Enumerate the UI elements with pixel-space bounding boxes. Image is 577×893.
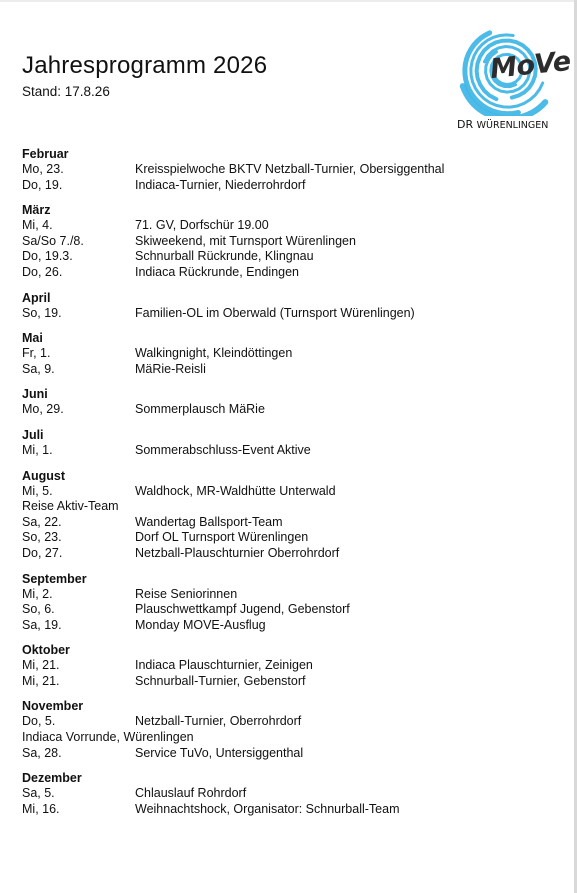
event-date: Mi, 5.	[22, 483, 53, 498]
event-description: Monday MOVE-Ausflug	[135, 617, 266, 632]
event-description: Wandertag Ballsport-Team	[135, 514, 283, 529]
event-row	[22, 499, 542, 515]
event-row	[22, 674, 542, 690]
event-row	[22, 484, 542, 500]
event-row	[22, 265, 542, 281]
event-description: Walkingnight, Kleindöttingen	[135, 346, 293, 361]
month-section	[22, 427, 542, 459]
event-row	[22, 746, 542, 762]
event-date: Sa, 19.	[22, 617, 62, 632]
event-date: Mi, 1.	[22, 442, 53, 457]
event-row	[22, 402, 542, 418]
event-row	[22, 178, 542, 194]
event-date: So, 23.	[22, 530, 62, 545]
event-date: Do, 19.	[22, 177, 63, 192]
logo-subtitle	[457, 118, 548, 131]
event-description: MäRie-Reisli	[135, 361, 206, 376]
month-heading: Mai	[22, 331, 43, 346]
event-row	[22, 786, 542, 802]
event-description: Indiaca-Turnier, Niederrohrdorf	[135, 177, 306, 192]
event-row	[22, 218, 542, 234]
page-title: Jahresprogramm 2026	[22, 52, 268, 79]
logo-prefix: DR	[457, 118, 474, 131]
event-date: Mi, 21.	[22, 658, 60, 673]
event-date: Sa, 5.	[22, 786, 55, 801]
event-row	[22, 306, 542, 322]
event-description: Plauschwettkampf Jugend, Gebenstorf	[135, 602, 350, 617]
month-heading: April	[22, 290, 51, 305]
month-heading: September	[22, 571, 87, 586]
event-description: Familien-OL im Oberwald (Turnsport Würenlingen)	[135, 305, 415, 320]
event-row	[22, 162, 542, 178]
month-heading: August	[22, 468, 66, 483]
logo-wordmark: MoVe	[488, 45, 573, 86]
event-row	[22, 602, 542, 618]
month-heading: März	[22, 203, 51, 218]
event-date: Sa/So 7./8.	[22, 233, 84, 248]
month-section	[22, 290, 542, 322]
month-heading: Dezember	[22, 771, 82, 786]
event-row	[22, 802, 542, 818]
event-date: Mo, 29.	[22, 402, 64, 417]
event-row	[22, 443, 542, 459]
event-row	[22, 249, 542, 265]
event-description: Reise Seniorinnen	[135, 586, 238, 601]
event-date: Sa, 28.	[22, 745, 62, 760]
event-description: Schnurball-Turnier, Gebenstorf	[135, 673, 306, 688]
event-row	[22, 730, 542, 746]
event-row	[22, 346, 542, 362]
event-row	[22, 714, 542, 730]
event-date: Mi, 4.	[22, 218, 53, 233]
month-heading: Februar	[22, 147, 69, 161]
month-section	[22, 202, 542, 280]
event-description: Indiaca Plauschturnier, Zeinigen	[135, 658, 313, 673]
event-date: Mi, 21.	[22, 673, 60, 688]
move-logo	[450, 24, 573, 136]
event-description: Netzball-Plauschturnier Oberrohrdorf	[135, 545, 340, 560]
month-section	[22, 386, 542, 418]
event-description: Sommerplausch MäRie	[135, 402, 265, 417]
month-heading: Oktober	[22, 643, 70, 658]
month-heading: Juli	[22, 427, 44, 442]
month-section	[22, 698, 542, 761]
month-section	[22, 642, 542, 689]
page-top-border	[0, 0, 577, 2]
event-row	[22, 234, 542, 250]
event-row	[22, 618, 542, 634]
event-date: Mi, 16.	[22, 801, 60, 816]
event-row	[22, 530, 542, 546]
month-section	[22, 146, 542, 193]
event-description: Schnurball Rückrunde, Klingnau	[135, 249, 314, 264]
event-date: So, 6.	[22, 602, 55, 617]
event-description: Weihnachtshock, Organisator: Schnurball-Team	[135, 801, 400, 816]
event-date: Do, 26.	[22, 264, 63, 279]
month-heading: November	[22, 699, 84, 714]
event-date: Reise Aktiv-Team	[22, 499, 119, 514]
event-row	[22, 362, 542, 378]
event-date: Mi, 2.	[22, 586, 53, 601]
event-row	[22, 587, 542, 603]
event-description: Skiweekend, mit Turnsport Würenlingen	[135, 233, 356, 248]
event-date: Do, 27.	[22, 545, 63, 560]
event-description: Sommerabschluss-Event Aktive	[135, 442, 311, 457]
logo-place: WÜRENLINGEN	[476, 120, 549, 131]
event-date: Sa, 9.	[22, 361, 55, 376]
event-row	[22, 515, 542, 531]
month-section	[22, 468, 542, 562]
status-date: Stand: 17.8.26	[22, 84, 110, 99]
event-description: 71. GV, Dorfschür 19.00	[135, 218, 269, 233]
event-row	[22, 658, 542, 674]
month-section	[22, 330, 542, 377]
event-row	[22, 546, 542, 562]
month-section	[22, 571, 542, 634]
month-heading: Juni	[22, 387, 48, 402]
event-description: Chlauslauf Rohrdorf	[135, 786, 247, 801]
event-date: Mo, 23.	[22, 162, 64, 176]
event-description: Service TuVo, Untersiggenthal	[135, 745, 304, 760]
event-description: Waldhock, MR-Waldhütte Unterwald	[135, 483, 336, 498]
event-date: Sa, 22.	[22, 514, 62, 529]
event-date: Do, 19.3.	[22, 249, 73, 264]
event-date: Do, 5.	[22, 714, 56, 729]
month-section	[22, 770, 542, 817]
event-date: So, 19.	[22, 305, 62, 320]
event-date: Indiaca Vorrunde, Würenlingen	[22, 730, 194, 745]
event-description: Indiaca Rückrunde, Endingen	[135, 264, 300, 279]
event-date: Fr, 1.	[22, 346, 51, 361]
event-description: Dorf OL Turnsport Würenlingen	[135, 530, 309, 545]
event-description: Netzball-Turnier, Oberrohrdorf	[135, 714, 302, 729]
event-description: Kreisspielwoche BKTV Netzball-Turnier, Obersiggenthal	[135, 162, 445, 176]
year-program	[22, 146, 542, 826]
